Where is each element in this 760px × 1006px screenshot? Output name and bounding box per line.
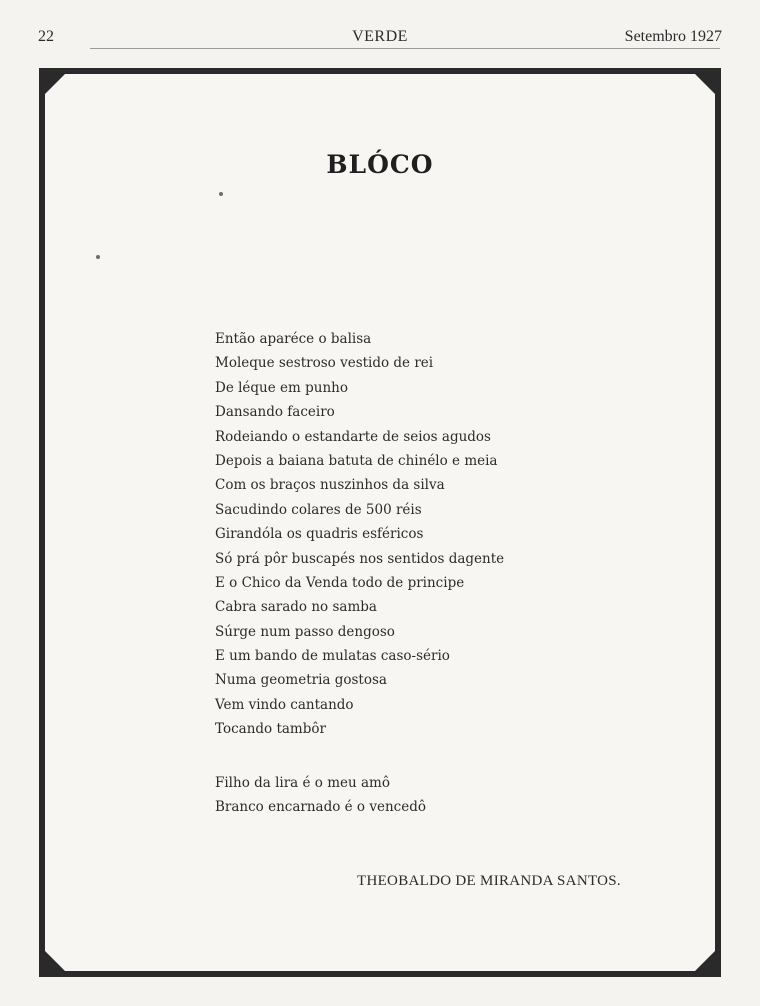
poem-line: E o Chico da Venda todo de principe <box>215 574 465 591</box>
poem-title: BLÓCO <box>326 150 434 179</box>
poem-line: Súrge num passo dengoso <box>215 623 395 640</box>
poem-stanza-2 <box>215 771 426 820</box>
poem-line: Então aparéce o balisa <box>215 331 372 347</box>
poem-line: Cabra sarado no samba <box>215 599 377 616</box>
author-signature: THEOBALDO DE MIRANDA SANTOS. <box>357 873 621 889</box>
poem-line: Sacudindo colares de 500 réis <box>215 501 422 518</box>
issue-date: Setembro 1927 <box>624 28 722 45</box>
poem-frame <box>39 68 721 977</box>
page-number: 22 <box>38 28 54 45</box>
corner-ornament-top-right <box>695 74 715 94</box>
poem-line: Numa geometria gostosa <box>215 672 387 689</box>
poem-line: Tocando tambôr <box>215 721 326 738</box>
poem-line: Com os braços nuszinhos da silva <box>215 477 445 494</box>
poem-line: Filho da lira é o meu amô <box>215 775 390 791</box>
poem-line: De léque em punho <box>215 379 348 396</box>
poem-line: Rodeiando o estandarte de seios agudos <box>215 428 491 445</box>
poem-line: Depois a baiana batuta de chinélo e meia <box>215 452 498 469</box>
poem-line: Só prá pôr buscapés nos sentidos dagente <box>215 550 505 567</box>
poem-line: E um bando de mulatas caso-sério <box>215 648 450 665</box>
running-head <box>38 28 722 50</box>
poem-line: Dansando faceiro <box>215 404 335 421</box>
poem-line: Moleque sestroso vestido de rei <box>215 355 434 372</box>
poem-line: Branco encarnado é o vencedô <box>215 799 426 816</box>
magazine-title: VERDE <box>352 28 408 45</box>
corner-ornament-top-left <box>45 74 65 94</box>
corner-ornament-bottom-left <box>45 951 65 971</box>
poem-line: Girandóla os quadris esféricos <box>215 526 424 543</box>
header-rule <box>90 48 720 49</box>
poem-line: Vem vindo cantando <box>215 696 354 713</box>
corner-ornament-bottom-right <box>695 951 715 971</box>
ink-speck <box>219 192 223 196</box>
poem-stanza-1 <box>215 327 504 742</box>
ink-speck <box>96 255 100 259</box>
